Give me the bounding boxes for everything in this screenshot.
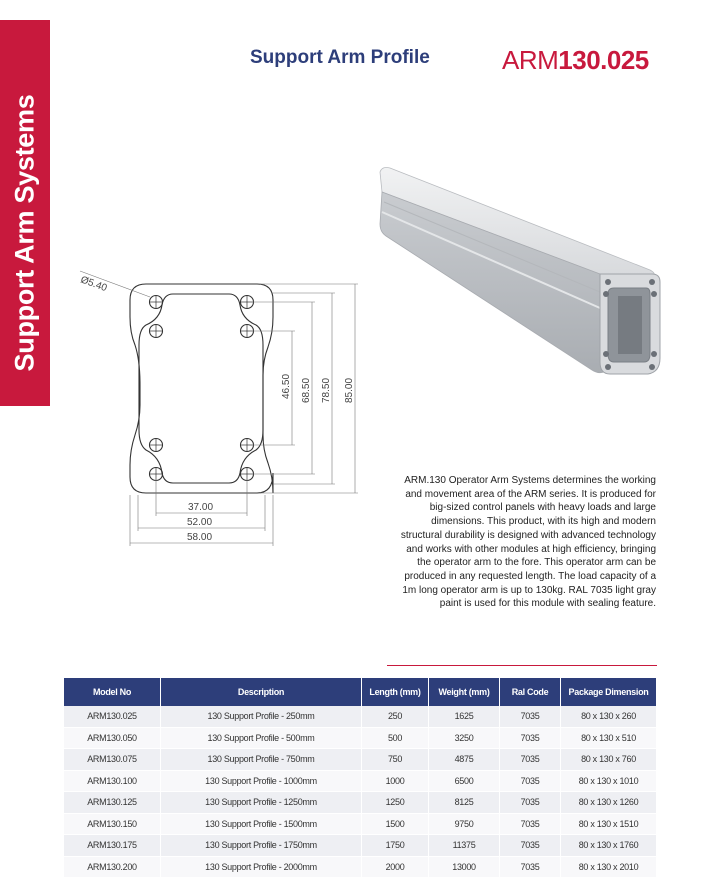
table-row xyxy=(64,856,656,878)
col-weight: Weight (mm) xyxy=(429,678,500,706)
cell-model: ARM130.050 xyxy=(64,727,161,749)
product-description: ARM.130 Operator Arm Systems determines the working and movement area of the ARM series. It is produced for big-sized control panels with heavy loads and large dimensions. This product, with its high and modern structural durability is designed with advanced technology and works with other modules at high efficiency, bringing the operator arm to the fore. This operator arm can be produced in any requested length. The load capacity of a 1m long operator arm is up to 130kg. RAL 7035 light gray paint is used for this module with sealing feature. xyxy=(400,475,656,610)
cell-description: 130 Support Profile - 1750mm xyxy=(161,835,362,857)
cell-length: 1500 xyxy=(362,813,429,835)
table-row xyxy=(64,792,656,814)
product-code xyxy=(502,45,649,76)
cell-model: ARM130.175 xyxy=(64,835,161,857)
cell-package: 80 x 130 x 760 xyxy=(561,749,657,771)
cell-description: 130 Support Profile - 1500mm xyxy=(161,813,362,835)
table-row xyxy=(64,813,656,835)
cell-weight: 9750 xyxy=(429,813,500,835)
table-header-row xyxy=(64,678,656,706)
cell-model: ARM130.100 xyxy=(64,770,161,792)
product-photo xyxy=(370,158,670,388)
cell-weight: 1625 xyxy=(429,706,500,727)
col-length: Length (mm) xyxy=(362,678,429,706)
cell-weight: 8125 xyxy=(429,792,500,814)
cell-ral: 7035 xyxy=(500,749,561,771)
dim-58-00: 58.00 xyxy=(187,532,213,543)
technical-drawing xyxy=(60,255,360,555)
cell-model: ARM130.200 xyxy=(64,856,161,878)
cell-ral: 7035 xyxy=(500,856,561,878)
cell-model: ARM130.025 xyxy=(64,706,161,727)
cell-package: 80 x 130 x 1010 xyxy=(561,770,657,792)
col-model: Model No xyxy=(64,678,161,706)
cell-length: 1250 xyxy=(362,792,429,814)
cell-weight: 11375 xyxy=(429,835,500,857)
cell-weight: 13000 xyxy=(429,856,500,878)
table-row xyxy=(64,749,656,771)
col-package: Package Dimension xyxy=(561,678,657,706)
product-code-prefix: ARM xyxy=(502,45,559,75)
cell-description: 130 Support Profile - 500mm xyxy=(161,727,362,749)
cell-ral: 7035 xyxy=(500,835,561,857)
sidebar-tab xyxy=(0,20,50,406)
cell-package: 80 x 130 x 1510 xyxy=(561,813,657,835)
dim-46-50: 46.50 xyxy=(281,373,292,399)
cell-description: 130 Support Profile - 2000mm xyxy=(161,856,362,878)
cell-package: 80 x 130 x 2010 xyxy=(561,856,657,878)
cell-weight: 6500 xyxy=(429,770,500,792)
cell-weight: 4875 xyxy=(429,749,500,771)
cell-length: 750 xyxy=(362,749,429,771)
spec-table xyxy=(64,678,656,878)
cell-package: 80 x 130 x 1760 xyxy=(561,835,657,857)
inner-chamber xyxy=(139,294,263,483)
dim-85-00: 85.00 xyxy=(344,377,355,403)
divider xyxy=(387,665,657,666)
table-row xyxy=(64,706,656,727)
cell-description: 130 Support Profile - 750mm xyxy=(161,749,362,771)
cell-weight: 3250 xyxy=(429,727,500,749)
dim-68-50: 68.50 xyxy=(301,377,312,403)
cell-ral: 7035 xyxy=(500,727,561,749)
dim-78-50: 78.50 xyxy=(321,377,332,403)
cell-package: 80 x 130 x 260 xyxy=(561,706,657,727)
cell-model: ARM130.075 xyxy=(64,749,161,771)
cell-length: 1750 xyxy=(362,835,429,857)
cell-length: 250 xyxy=(362,706,429,727)
table-row xyxy=(64,835,656,857)
cell-ral: 7035 xyxy=(500,813,561,835)
cell-ral: 7035 xyxy=(500,706,561,727)
sidebar-label: Support Arm Systems xyxy=(9,94,40,372)
cell-package: 80 x 130 x 1260 xyxy=(561,792,657,814)
col-description: Description xyxy=(161,678,362,706)
outer-profile xyxy=(130,284,273,493)
cell-description: 130 Support Profile - 1250mm xyxy=(161,792,362,814)
product-code-number: 130.025 xyxy=(558,45,649,75)
dim-37-00: 37.00 xyxy=(188,502,214,513)
cell-ral: 7035 xyxy=(500,770,561,792)
page-title: Support Arm Profile xyxy=(250,47,430,68)
table-row xyxy=(64,727,656,749)
cell-length: 500 xyxy=(362,727,429,749)
cell-length: 2000 xyxy=(362,856,429,878)
table-row xyxy=(64,770,656,792)
hole-label: Ø5.40 xyxy=(78,274,109,295)
cell-package: 80 x 130 x 510 xyxy=(561,727,657,749)
cell-model: ARM130.125 xyxy=(64,792,161,814)
cell-length: 1000 xyxy=(362,770,429,792)
cell-model: ARM130.150 xyxy=(64,813,161,835)
cell-ral: 7035 xyxy=(500,792,561,814)
cell-description: 130 Support Profile - 250mm xyxy=(161,706,362,727)
dim-52-00: 52.00 xyxy=(187,517,213,528)
col-ral: Ral Code xyxy=(500,678,561,706)
cell-description: 130 Support Profile - 1000mm xyxy=(161,770,362,792)
